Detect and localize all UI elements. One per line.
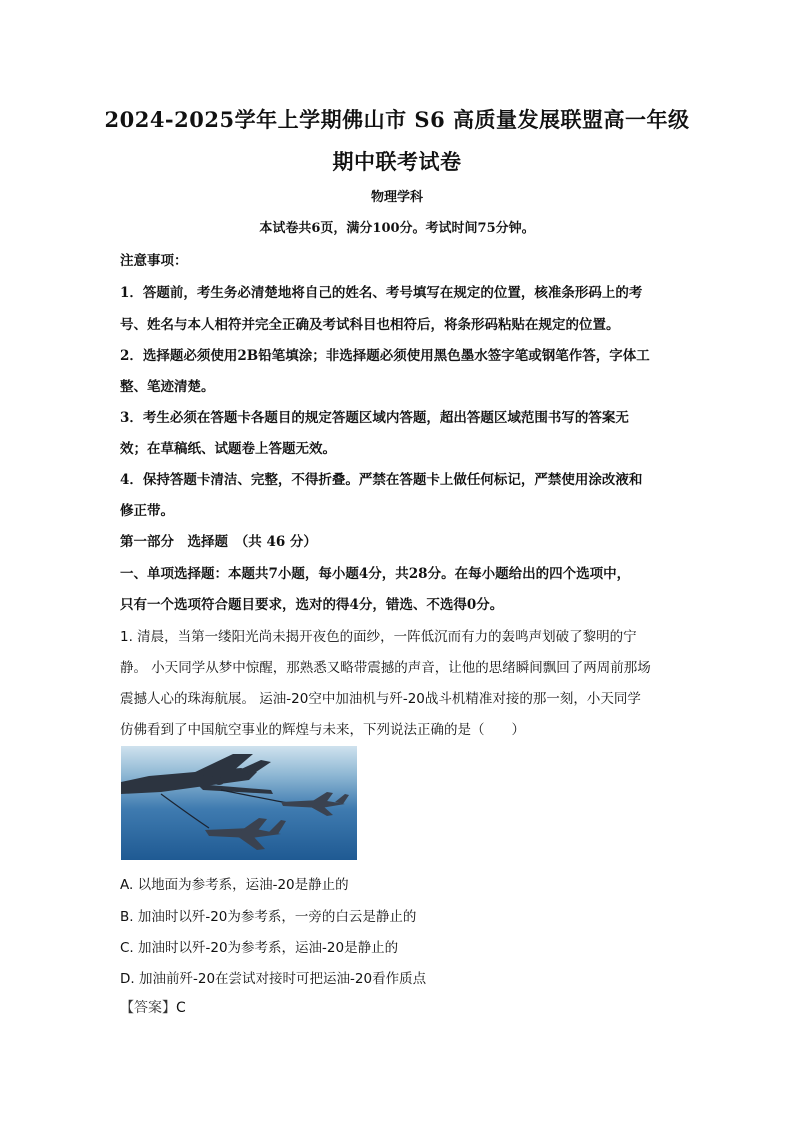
subject-label: 物理学科	[370, 190, 423, 205]
exam-info: 本试卷共6页，满分100分。考试时间75分钟。	[259, 221, 535, 236]
answer-line	[120, 997, 186, 1017]
notice-line: 3．考生必须在答题卡各题目的规定答题区域内答题，超出答题区域范围书写的答案无	[120, 410, 629, 426]
answer-value: C	[176, 1000, 186, 1016]
option-b: B. 加油时以歼-20为参考系，一旁的白云是静止的	[120, 909, 417, 925]
notice-heading: 注意事项：	[120, 253, 188, 269]
option-c: C. 加油时以歼-20为参考系，运油-20是静止的	[120, 940, 399, 956]
option-d: D. 加油前歼-20在尝试对接时可把运油-20看作质点	[120, 971, 427, 987]
question-line: 震撼人心的珠海航展。 运油-20空中加油机与歼-20战斗机精准对接的那一刻，小天同学	[120, 691, 641, 707]
notice-line: 号、姓名与本人相符并完全正确及考试科目也相符后，将条形码粘贴在规定的位置。	[120, 317, 620, 333]
answer-label: 【答案】	[120, 1000, 176, 1016]
exam-title-line2: 期中联考试卷	[332, 149, 462, 174]
question-line: 仿佛看到了中国航空事业的辉煌与未来，下列说法正确的是（ ）	[120, 722, 525, 738]
notice-line: 效；在草稿纸、试题卷上答题无效。	[120, 441, 336, 457]
notice-line: 2．选择题必须使用2B铅笔填涂；非选择题必须使用黑色墨水签字笔或钢笔作答，字体工	[120, 348, 650, 364]
question-line: 静。 小天同学从梦中惊醒，那熟悉又略带震撼的声音，让他的思绪瞬间飘回了两周前那场	[120, 660, 651, 676]
section-instruction-line2: 只有一个选项符合题目要求，选对的得4分，错选、不选得0分。	[120, 597, 504, 613]
part-title: 第一部分 选择题 （共 46 分）	[120, 534, 317, 550]
notice-line: 整、笔迹清楚。	[120, 379, 215, 395]
option-a: A. 以地面为参考系，运油-20是静止的	[120, 877, 349, 893]
section-instruction-line1: 一、单项选择题：本题共7小题，每小题4分，共28分。在每小题给出的四个选项中，	[120, 566, 631, 582]
notice-line: 修正带。	[120, 503, 174, 519]
refueling-aircraft-photo	[121, 746, 357, 860]
exam-title-line1: 2024-2025学年上学期佛山市 S6 高质量发展联盟高一年级	[104, 107, 690, 132]
notice-line: 4．保持答题卡清洁、完整，不得折叠。严禁在答题卡上做任何标记，严禁使用涂改液和	[120, 472, 643, 488]
question-line: 1. 清晨，当第一缕阳光尚未揭开夜色的面纱，一阵低沉而有力的轰鸣声划破了黎明的宁	[120, 629, 637, 645]
notice-line: 1．答题前，考生务必清楚地将自己的姓名、考号填写在规定的位置，核准条形码上的考	[120, 285, 643, 301]
